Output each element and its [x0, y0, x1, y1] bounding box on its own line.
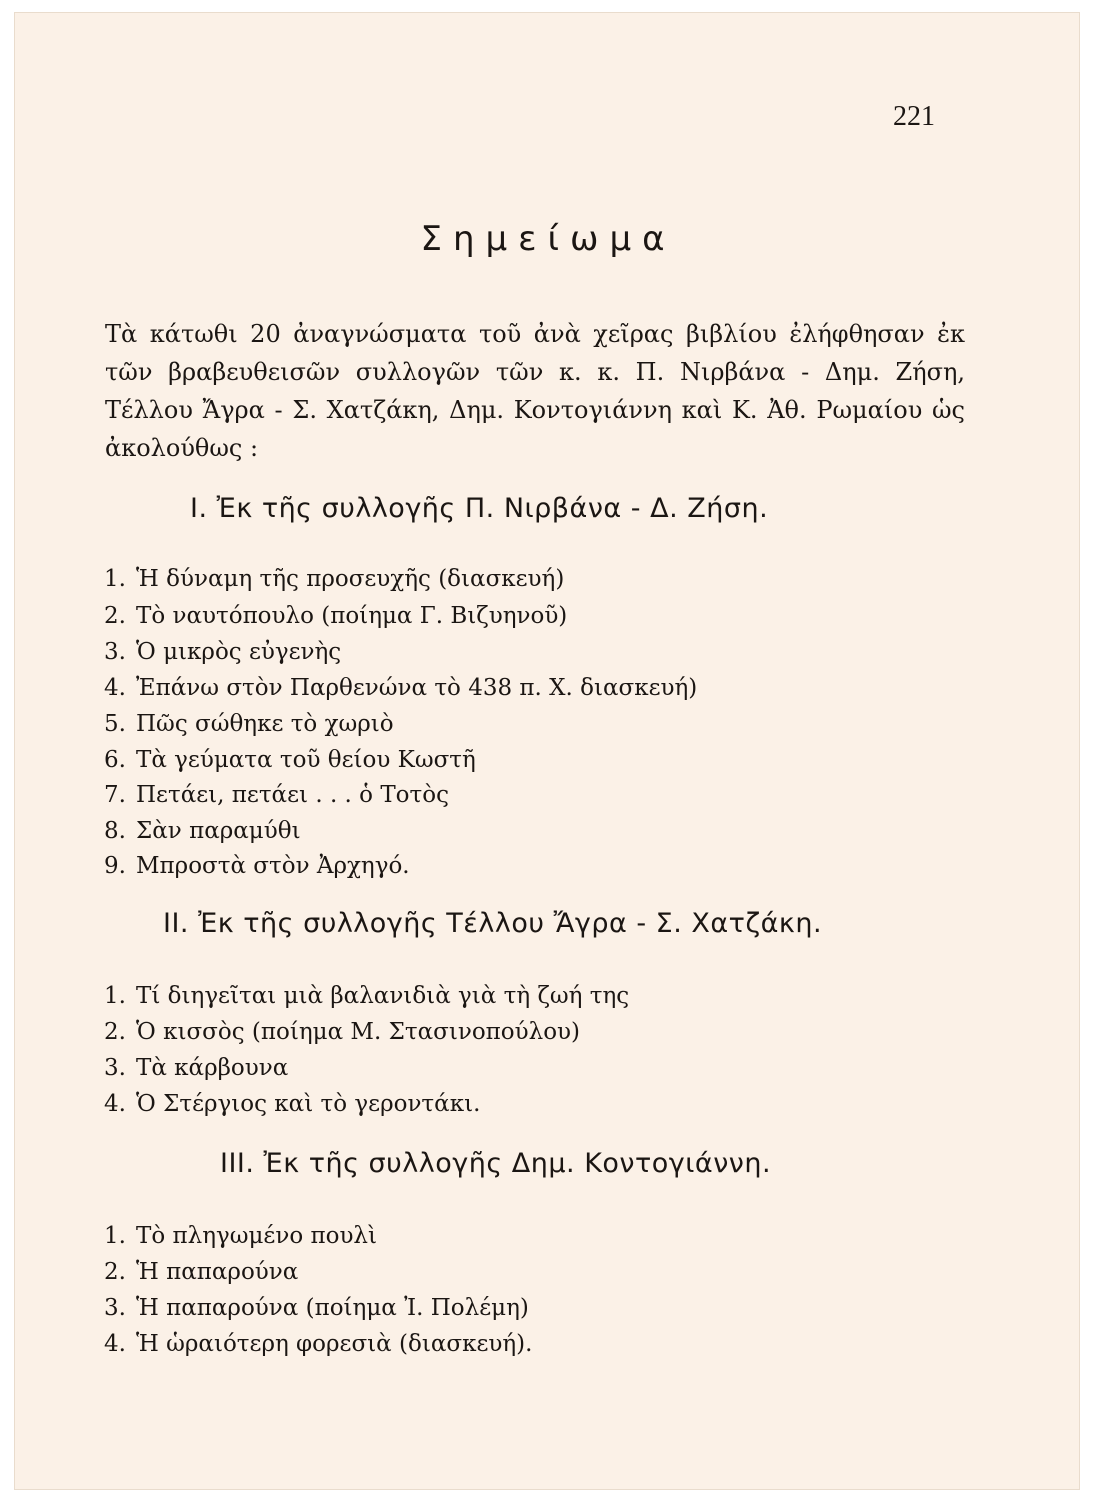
item-number: 2. [104, 1259, 126, 1285]
item-number: 9. [104, 853, 126, 879]
list-item [104, 851, 410, 881]
item-text: Ἡ ὡραιότερη φορεσιὰ (διασκευή). [136, 1331, 533, 1357]
list-item [104, 1221, 377, 1251]
item-number: 1. [104, 983, 126, 1009]
book-page [14, 12, 1080, 1490]
item-number: 8. [104, 818, 126, 844]
page-title: Σημείωμα [420, 218, 676, 259]
list-item [104, 709, 394, 739]
item-number: 7. [104, 782, 126, 808]
item-text: Μπροστὰ στὸν Ἀρχηγό. [136, 853, 410, 879]
list-item [104, 1329, 532, 1359]
section-heading-2: II. Ἐκ τῆς συλλογῆς Τέλλου Ἄγρα - Σ. Χατζάκη. [163, 908, 823, 939]
list-item [104, 780, 449, 810]
item-number: 5. [104, 711, 126, 737]
item-number: 3. [104, 639, 126, 665]
item-text: Πετάει, πετάει . . . ὁ Τοτὸς [136, 782, 449, 808]
item-text: Σὰν παραμύθι [136, 818, 301, 844]
item-text: Ὁ Στέργιος καὶ τὸ γεροντάκι. [136, 1091, 481, 1117]
item-number: 4. [104, 675, 126, 701]
list-item [104, 1053, 288, 1083]
item-text: Ἡ δύναμη τῆς προσευχῆς (διασκευή) [136, 566, 565, 592]
section-heading-1: I. Ἐκ τῆς συλλογῆς Π. Νιρβάνα - Δ. Ζήση. [190, 493, 769, 524]
item-text: Ὁ μικρὸς εὐγενὴς [136, 639, 342, 665]
list-item [104, 1017, 580, 1047]
list-item [104, 601, 567, 631]
item-number: 2. [104, 1019, 126, 1045]
item-text: Τὰ κάρβουνα [136, 1055, 289, 1081]
item-number: 4. [104, 1331, 126, 1357]
list-item [104, 637, 341, 667]
list-item [104, 816, 301, 846]
item-text: Τὰ γεύματα τοῦ θείου Κωστῆ [136, 747, 476, 773]
item-number: 2. [104, 603, 126, 629]
item-text: Ὁ κισσὸς (ποίημα Μ. Στασινοπούλου) [136, 1019, 580, 1045]
list-item [104, 745, 476, 775]
list-item [104, 1293, 529, 1323]
item-text: Ἡ παπαρούνα (ποίημα Ἰ. Πολέμη) [136, 1295, 529, 1321]
list-item [104, 1089, 480, 1119]
item-number: 3. [104, 1055, 126, 1081]
intro-paragraph: Τὰ κάτωθι 20 ἀναγνώσματα τοῦ ἀνὰ χεῖρας βιβλίου ἐλήφθησαν ἐκ τῶν βραβευθεισῶν συλλογῶν τῶν κ. κ. Π. Νιρβάνα - Δημ. Ζήση, Τέλλου Ἄγρα - Σ. Χατζάκη, Δημ. Κοντογιάννη καὶ Κ. Ἀθ. Ρωμαίου ὡς ἀκολούθως : [105, 320, 965, 462]
item-text: Τὸ ναυτόπουλο (ποίημα Γ. Βιζυηνοῦ) [136, 603, 568, 629]
item-text: Πῶς σώθηκε τὸ χωριὸ [136, 711, 394, 737]
list-item [104, 1257, 298, 1287]
item-text: Ἡ παπαρούνα [136, 1259, 299, 1285]
item-number: 4. [104, 1091, 126, 1117]
item-number: 1. [104, 1223, 126, 1249]
item-number: 3. [104, 1295, 126, 1321]
item-text: Τί διηγεῖται μιὰ βαλανιδιὰ γιὰ τὴ ζωή της [136, 983, 630, 1009]
section-heading-3: III. Ἐκ τῆς συλλογῆς Δημ. Κοντογιάννη. [220, 1148, 772, 1179]
item-number: 1. [104, 566, 126, 592]
list-item [104, 564, 564, 594]
list-item [104, 981, 629, 1011]
item-text: Τὸ πληγωμένο πουλὶ [136, 1223, 378, 1249]
item-number: 6. [104, 747, 126, 773]
item-text: Ἐπάνω στὸν Παρθενώνα τὸ 438 π. Χ. διασκευή) [136, 675, 698, 701]
page-number: 221 [893, 101, 935, 132]
list-item [104, 673, 697, 703]
